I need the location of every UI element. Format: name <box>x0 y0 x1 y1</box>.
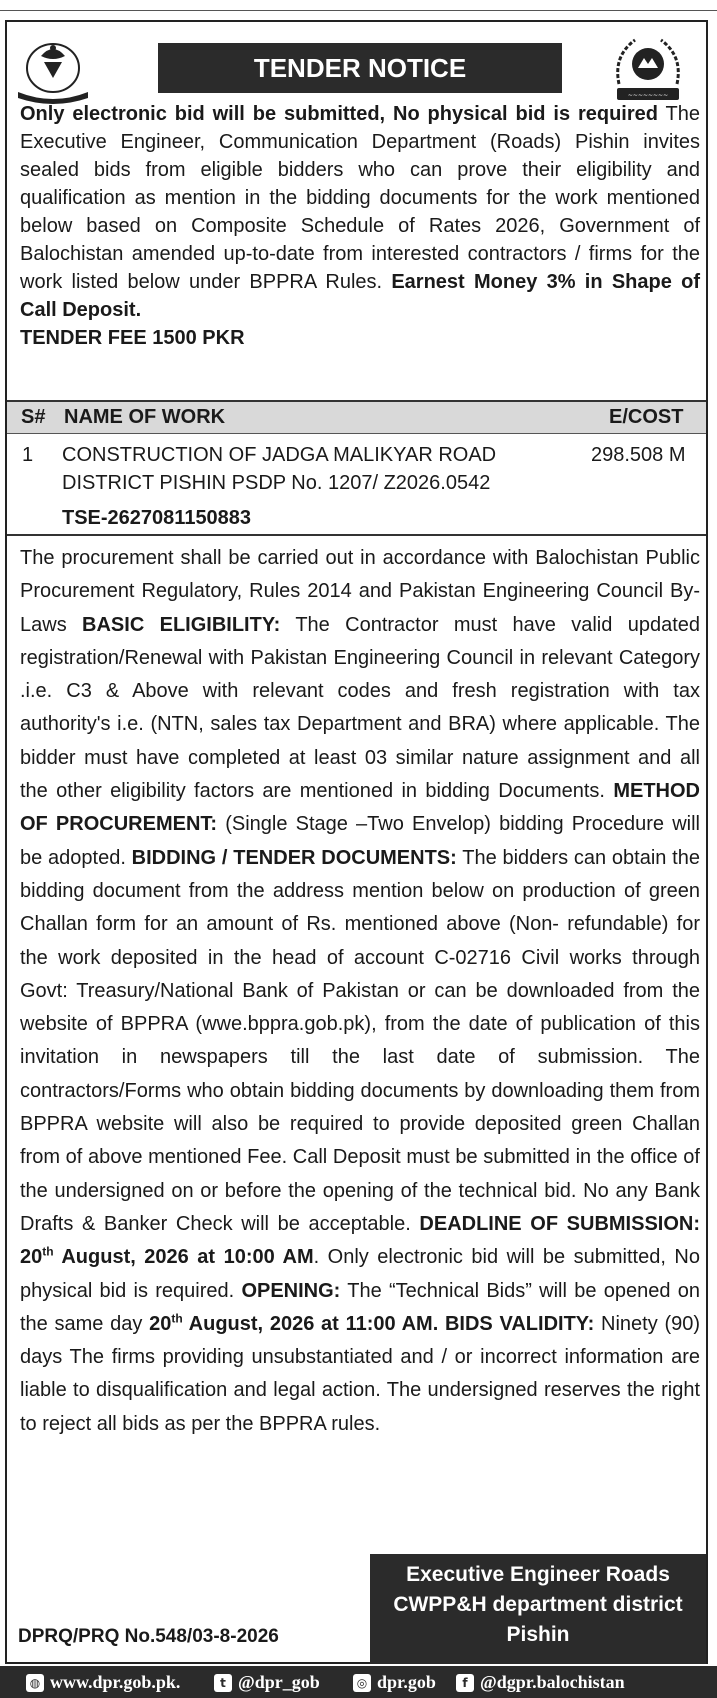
twitter-icon: t <box>214 1674 232 1692</box>
opening-day: 20 <box>149 1312 172 1335</box>
header-estimated-cost: E/COST <box>609 406 684 428</box>
body-p3: (Single Stage –Two Envelop) bidding Procedure will be adopted. <box>20 813 700 869</box>
svg-text:~~~~~~~~: ~~~~~~~~ <box>627 92 669 99</box>
twitter-text: @dpr_gob <box>238 1672 320 1692</box>
header-name-of-work: NAME OF WORK <box>64 406 226 428</box>
table-header <box>7 400 706 434</box>
section-divider <box>7 534 706 536</box>
method-heading: METHOD OF PROCUREMENT: <box>20 780 700 836</box>
body-p6: The “Technical Bids” will be opened on the same day <box>20 1279 700 1335</box>
opening-sup: th <box>171 1311 183 1326</box>
intro-paragraph <box>20 100 700 352</box>
body-p2: The Contractor must have valid updated registration/Renewal with Pakistan Engineering Council in relevant Category .i.e. C3 & Above with relevant codes and fresh registration with tax authority's i.e. (NTN, sales tax Department and BRA) where applicable. The bidder must have completed at least 03 similar nature assignment and all the other eligibility factors are mentioned in bidding Documents. <box>20 613 701 803</box>
government-emblem-right <box>609 34 687 106</box>
row-tse-number: TSE-2627081150883 <box>62 507 252 529</box>
facebook-text: @dgpr.balochistan <box>480 1672 625 1692</box>
top-rule <box>0 10 717 11</box>
deadline-label: DEADLINE OF SUBMISSION: 20 <box>20 1212 701 1269</box>
signature-line-1: Executive Engineer Roads <box>406 1563 670 1586</box>
deadline-date: August, 2026 at 10:00 AM <box>53 1246 314 1269</box>
balochistan-emblem-left <box>14 34 92 106</box>
footer-bar <box>0 1666 717 1698</box>
intro-text: The Executive Engineer, Communication Department (Roads) Pishin invites sealed bids from eligible bidders who can prove their eligibility and qualification as mention in the bidding documents for the work mentioned below based on Composite Schedule of Rates 2026, Government of Balochistan amended up-to-date from interested contractors / firms for the work listed below under BPPRA Rules. <box>20 103 700 293</box>
svg-text:~~~~~~: ~~~~~~ <box>37 93 69 100</box>
earnest-money: Earnest Money 3% in Shape of Call Deposit. <box>20 271 700 321</box>
website-text: www.dpr.gob.pk. <box>50 1672 181 1692</box>
opening-heading: OPENING: <box>241 1279 341 1302</box>
reference-number: DPRQ/PRQ No.548/03-8-2026 <box>18 1626 279 1647</box>
instagram-text: dpr.gob <box>377 1672 436 1692</box>
body-p7: Ninety (90) days The firms providing unsubstantiated and / or incorrect information are liable to disqualification and legal action. The undersigned reserves the right to reject all bids as per the BPPRA rules. <box>20 1312 701 1435</box>
footer-instagram[interactable] <box>353 1672 436 1693</box>
deadline-sup: th <box>42 1244 54 1259</box>
notice-title: TENDER NOTICE <box>158 43 562 93</box>
footer-twitter[interactable] <box>214 1672 320 1693</box>
procurement-details <box>20 542 700 1441</box>
body-p4: The bidders can obtain the bidding document from the address mention below on production of green Challan form for an amount of Rs. mentioned above (Non- refundable) for the work deposited in the head of account C-02716 Civil works through Govt: Treasury/National Bank of Pakistan or can be downloaded from the website of BPPRA (wwe.bppra.gob.pk), from the date of publication of this invitation in newspapers till the last date of submission. The contractors/Forms who obtain bidding documents by downloading them from BPPRA website will also be required to provide deposited green Challan from of above mentioned Fee. Call Deposit must be submitted in the office of the undersigned on or before the opening of the technical bid. No any Bank Drafts & Banker Check will be acceptable. <box>20 846 700 1235</box>
basic-eligibility-heading: BASIC ELIGIBILITY: <box>82 613 281 636</box>
row-sno: 1 <box>22 444 34 466</box>
row-name-of-work: CONSTRUCTION OF JADGA MALIKYAR ROAD DISTRICT PISHIN PSDP No. 1207/ Z2026.0542 <box>62 444 497 494</box>
signature-line-2: CWPP&H department district <box>393 1593 683 1616</box>
footer-website[interactable] <box>26 1672 180 1693</box>
signature-block <box>370 1554 706 1664</box>
body-p1: The procurement shall be carried out in accordance with Balochistan Public Procurement Regulatory, Rules 2014 and Pakistan Engineering Council By-Laws <box>20 547 700 636</box>
signature-line-3: Pishin <box>506 1623 570 1646</box>
facebook-icon: f <box>456 1674 474 1692</box>
footer-facebook[interactable] <box>456 1672 625 1693</box>
body-p5: . Only electronic bid will be submitted, No physical bid is required. <box>20 1246 700 1302</box>
header-sno: S# <box>21 406 46 428</box>
bidding-documents-heading: BIDDING / TENDER DOCUMENTS: <box>131 846 457 869</box>
instagram-icon: ◎ <box>353 1674 371 1692</box>
table-row <box>7 436 706 536</box>
row-estimated-cost: 298.508 M <box>591 444 686 466</box>
globe-icon: ◍ <box>26 1674 44 1692</box>
opening-date <box>149 1313 438 1335</box>
opening-rest: August, 2026 at 11:00 AM. <box>182 1312 439 1335</box>
tender-fee: TENDER FEE 1500 PKR <box>20 327 245 349</box>
bids-validity-heading: BIDS VALIDITY: <box>438 1312 595 1335</box>
intro-lead: Only electronic bid will be submitted, No physical bid is required <box>20 103 658 125</box>
